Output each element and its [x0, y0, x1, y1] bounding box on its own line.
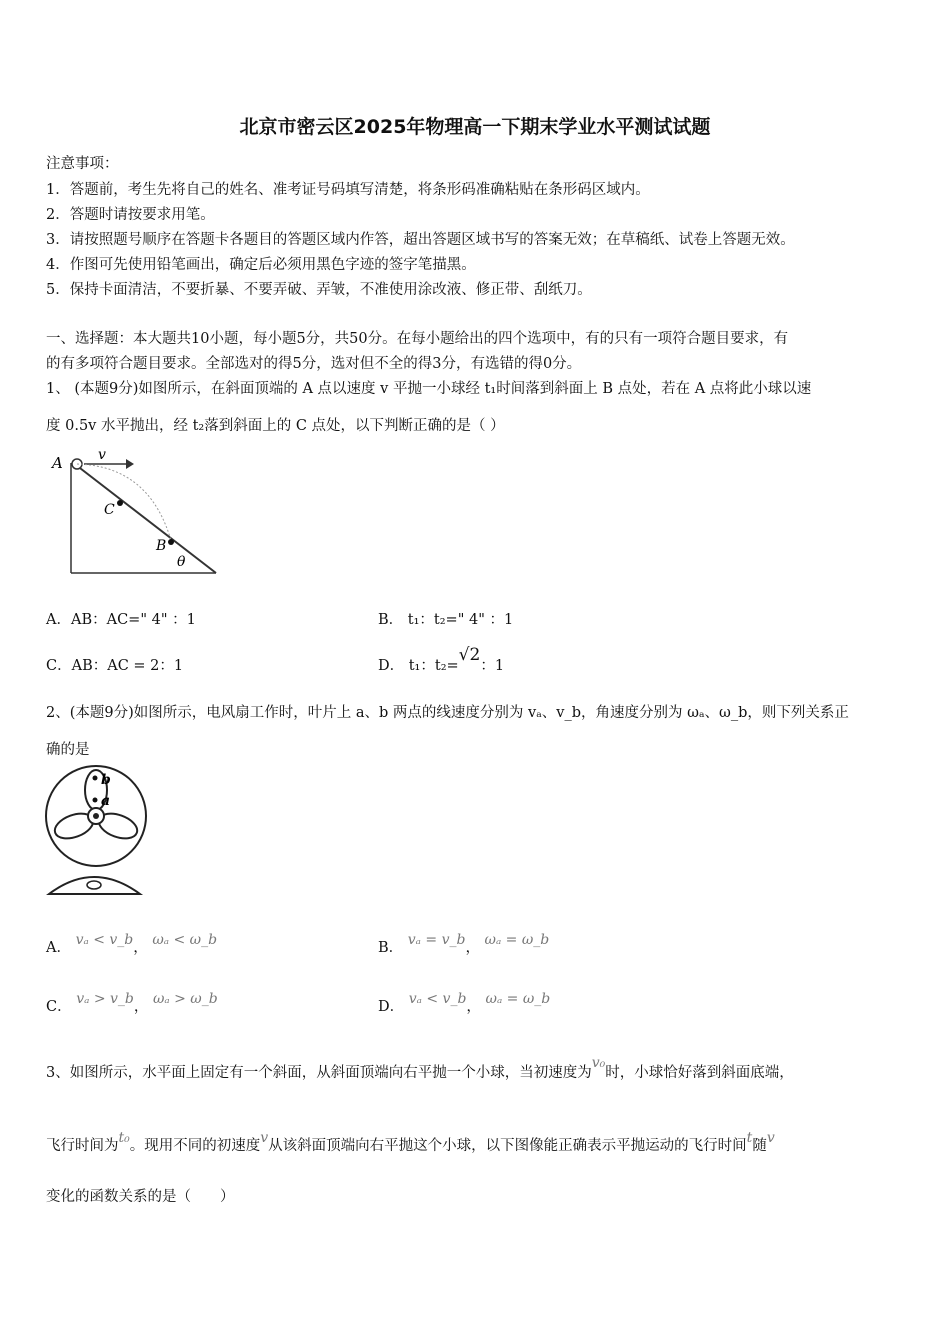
- q2-option-a-sep: ，: [133, 940, 148, 956]
- incline-figure: [46, 448, 226, 580]
- notice-item-4: 4．作图可先使用铅笔画出，确定后必须用黑色字迹的签字笔描黑。: [46, 257, 476, 273]
- q3-stem-line-2: [46, 1130, 775, 1155]
- point-b: [168, 539, 174, 545]
- q2-option-a-expr1: vₐ < v_b: [75, 932, 134, 948]
- q2-option-b-sep: ，: [465, 940, 480, 956]
- q1-stem-line-2: 度 0.5v 水平抛出，经 t₂落到斜面上的 C 点处，以下判断正确的是（ ）: [46, 418, 505, 434]
- q3-line2-text-b: 。现用不同的初速度: [129, 1138, 261, 1154]
- notice-item-5: 5．保持卡面清洁，不要折暴、不要弄破、弄皱，不准使用涂改液、修正带、刮纸刀。: [46, 282, 592, 298]
- incline-slope: [76, 465, 216, 573]
- notice-heading: 注意事项：: [46, 156, 119, 172]
- q2-option-a-expr2: ωₐ < ω_b: [152, 932, 218, 948]
- q2-option-b-expr2: ωₐ = ω_b: [484, 932, 550, 948]
- q2-option-d-sep: ，: [466, 999, 481, 1015]
- velocity-arrowhead: [126, 459, 134, 469]
- q2-option-d-expr1: vₐ < v_b: [408, 991, 467, 1007]
- label-v: v: [98, 448, 106, 463]
- q2-option-c-sep: ，: [133, 999, 149, 1015]
- q3-line1-text-a: 3、如图所示，水平面上固定有一个斜面，从斜面顶端向右平抛一个小球，当初速度为: [46, 1065, 592, 1081]
- q3-symbol-t: t: [746, 1130, 753, 1146]
- q1-option-d-prefix: D． t₁：t₂=: [378, 658, 459, 674]
- fan-label-a: a: [101, 793, 111, 809]
- fan-point-b: [93, 776, 98, 781]
- label-theta: θ: [177, 554, 186, 570]
- q1-stem-line-1: 1、 (本题9分)如图所示，在斜面顶端的 A 点以速度 v 平抛一小球经 t₁时间落到斜面上 B 点处，若在 A 点将此小球以速: [46, 381, 812, 397]
- label-b: B: [156, 538, 167, 554]
- q2-stem-line-2: 确的是: [46, 742, 90, 758]
- q3-line2-text-c: 从该斜面顶端向右平抛这个小球，以下图像能正确表示平抛运动的飞行时间: [268, 1138, 747, 1154]
- q2-option-b[interactable]: [378, 932, 550, 957]
- q3-line1-text-b: 时，小球恰好落到斜面底端，: [605, 1065, 794, 1081]
- q2-option-b-label: B．: [378, 940, 404, 956]
- q2-option-c-label: C．: [46, 999, 72, 1015]
- q3-stem-line-1: [46, 1055, 794, 1082]
- q3-line2-text-a: 飞行时间为: [46, 1138, 119, 1154]
- q2-option-a-label: A．: [46, 940, 71, 956]
- q3-symbol-v: v: [260, 1130, 269, 1146]
- q1-option-b[interactable]: B． t₁：t₂=" 4" ：1: [378, 612, 514, 628]
- q3-symbol-v0: v₀: [591, 1055, 606, 1071]
- q2-stem-line-1: 2、(本题9分)如图所示，电风扇工作时，叶片上 a、b 两点的线速度分别为 vₐ、v_b，角速度分别为 ωₐ、ω_b，则下列关系正: [46, 705, 849, 721]
- fan-base: [49, 877, 140, 894]
- q1-option-d[interactable]: [378, 645, 505, 675]
- label-c: C: [104, 502, 115, 518]
- q3-symbol-t0: t₀: [118, 1130, 130, 1146]
- label-a: A: [52, 454, 63, 472]
- q1-option-d-suffix: ：1: [480, 658, 505, 674]
- section-intro-line-2: 的有多项符合题目要求。全部选对的得5分，选对但不全的得3分，有选错的得0分。: [46, 356, 582, 372]
- notice-item-2: 2．答题时请按要求用笔。: [46, 207, 215, 223]
- q2-option-a[interactable]: [46, 932, 218, 957]
- q2-option-d-expr2: ωₐ = ω_b: [485, 991, 551, 1007]
- fan-switch-icon: [87, 881, 101, 889]
- point-c: [117, 500, 123, 506]
- q2-option-b-expr1: vₐ = v_b: [407, 932, 466, 948]
- notice-item-1: 1．答题前，考生先将自己的姓名、准考证号码填写清楚，将条形码准确粘贴在条形码区域内。: [46, 182, 650, 198]
- q1-option-a[interactable]: A．AB：AC=" 4" ：1: [46, 612, 196, 628]
- q1-option-c[interactable]: C．AB：AC = 2：1: [46, 658, 184, 674]
- q2-option-c[interactable]: [46, 991, 218, 1016]
- q2-option-c-expr1: vₐ > v_b: [76, 991, 134, 1007]
- q2-option-d[interactable]: [378, 991, 551, 1016]
- notice-item-3: 3．请按照题号顺序在答题卡各题目的答题区域内作答，超出答题区域书写的答案无效；在草稿纸、试卷上答题无效。: [46, 232, 795, 248]
- section-intro-line-1: 一、选择题：本大题共10小题，每小题5分，共50分。在每小题给出的四个选项中，有的只有一项符合题目要求，有: [46, 331, 789, 347]
- q2-option-c-expr2: ωₐ > ω_b: [153, 991, 218, 1007]
- q1-option-d-sqrt: √2: [458, 645, 481, 665]
- page-title: 北京市密云区2025年物理高一下期末学业水平测试试题: [239, 116, 711, 138]
- q3-line2-text-d: 随: [752, 1138, 767, 1154]
- fan-figure: [44, 764, 154, 898]
- q3-stem-line-3: 变化的函数关系的是（ ）: [46, 1189, 235, 1205]
- q2-option-d-label: D．: [378, 999, 405, 1015]
- fan-label-b: b: [101, 772, 111, 788]
- q3-symbol-v-2: v: [766, 1130, 775, 1146]
- fan-point-a: [93, 798, 98, 803]
